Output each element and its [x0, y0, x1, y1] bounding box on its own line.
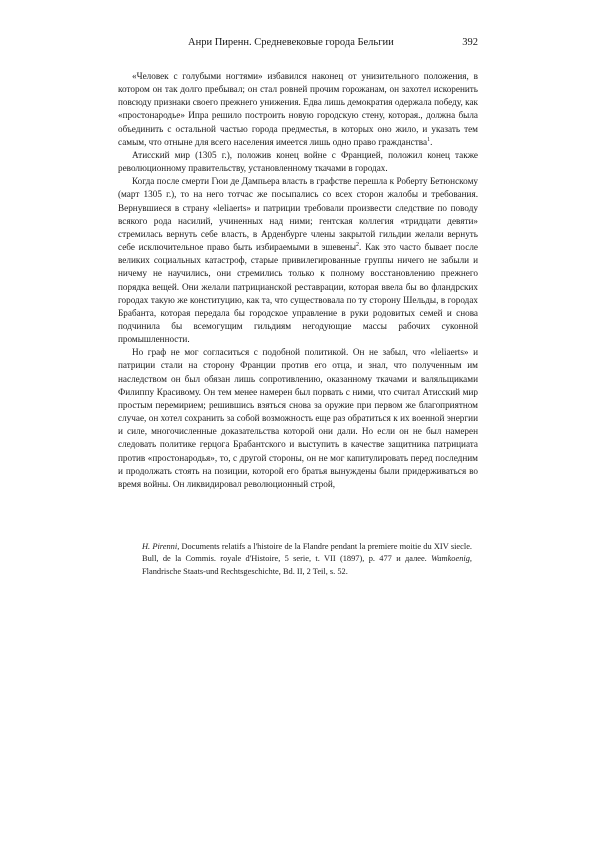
footnote	[142, 541, 472, 578]
paragraph-1-text: «Человек с голубыми ногтями» избавился наконец от унизительного положения, в котором он так долго пребывал; он стал ровней прочим горожанам, он захотел искоренить повсюду признаки своего прежнего унижения. Едва лишь демократия одержала победу, как «простонародье» Ипра решило построить новую городскую стену, которая., должна была объединить с остальной частью города предместья, в которых оно жило, и указать тем самым, что отныне для всего населения имеется лишь одно право гражданства	[118, 71, 478, 147]
footnote-author: H. Pirenni	[142, 542, 178, 551]
paragraph-3-text: Когда после смерти Гюи де Дампьера власть в графстве перешла к Роберту Бетюнскому (март 1305 г.), то на него тотчас же посыпались со всех сторон жалобы и требования. Вернувшиеся в страну «leliaerts» и патриции требовали произвести следствие по поводу всякого рода насилий, учиненных над ними; гентская коллегия «тридцати девяти» стремилась вернуть себе власть, в Арденбурге члены закрытой гильдии желали вернуть себе исключительное право быть избираемыми в эшевены	[118, 176, 478, 253]
footnote-author-2: Wamkoenig	[431, 554, 470, 564]
paragraph-1	[118, 70, 478, 149]
paragraph-2-text: Атисский мир (1305 г.), положив конец войне с Францией, положил конец также революционному правительству, установленному ткачами в городах.	[118, 149, 478, 174]
paragraph-3	[118, 175, 478, 346]
paragraph-3-tail: . Как это часто бывает после великих социальных катастроф, старые привилегированные группы ничего не забыли и ничему не научились, они стремились только к полному восстановлению прежнего порядка вещей. Они желали патрицианской реставрации, которая ввела бы во фландрских городах такую же конституцию, как та, что существовала по ту сторону Шельды, в городах Брабанта, которая передала бы городское управление в руки родовитых семей и снова подчинила бы всемогущим гильдиям негодующие массы рабочих суконной промышленности.	[118, 242, 479, 345]
footnote-text-2: , Flandrische Staats-und Rechtsgeschichte, Bd. II, 2 Teil, s. 52.	[142, 554, 472, 576]
footnote-ref-1: 1	[427, 136, 431, 143]
paragraph-4-text: Но граф не мог согласиться с подобной политикой. Он не забыл, что «leliaerts» и патриции стали на сторону Франции против его отца, и знал, что полученным им наследством он был обязан лишь сопротивлению, оказанному ткачами и валяльщиками Филиппу Красивому. Он тем менее намерен был порвать с ними, что считал Атисский мир простым перемирием; решившись взяться снова за оружие при первом же благоприятном случае, он хотел сохранить за собой возможность еще раз обратиться к их военной энергии и силе, многочисленные доказательства которой они дали. Но если он не был намерен следовать политике герцога Брабантского и выступить в качестве защитника патрициата против «простонародья», то, с другой стороны, он не мог капитулировать перед последним и продолжать стоять на позиции, которой его братья вынуждены были придерживаться во время войны. Он ликвидировал революционный строй,	[118, 347, 478, 489]
footnote-ref-2: 2	[356, 241, 360, 248]
footnote-text-1: , Documents relatifs a l'histoire de la Flandre pendant la premiere moitie du XIV siecle. Bull, de la Commis. royale d'Histoire, 5 serie, t. VII (1897), p. 477 и далее.	[142, 542, 473, 564]
paragraph-2	[118, 149, 478, 175]
paragraph-4	[118, 346, 478, 491]
body-text	[118, 70, 478, 491]
page-number: 392	[462, 37, 478, 48]
running-title: Анри Пиренн. Средневековые города Бельгии	[188, 37, 394, 48]
paragraph-1-tail: .	[430, 136, 433, 147]
